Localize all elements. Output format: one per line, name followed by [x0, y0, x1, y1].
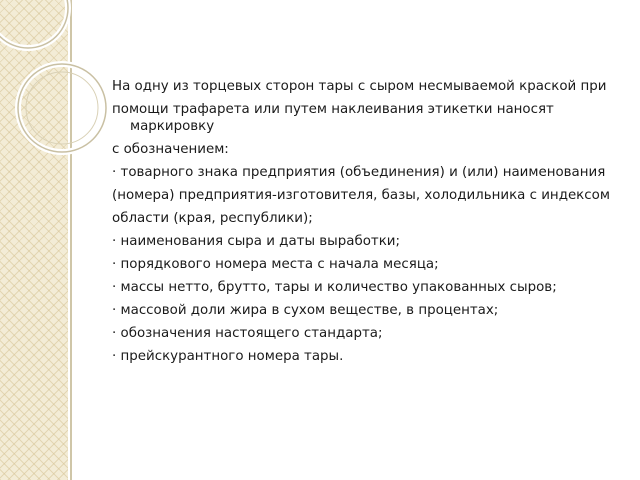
paragraph-10: · массовой доли жира в сухом веществе, в процентах; [112, 303, 499, 318]
paragraph-8: · порядкового номера места с начала месяца; [112, 257, 439, 272]
paragraph-7: · наименования сыра и даты выработки; [112, 234, 401, 249]
paragraph-11: · обозначения настоящего стандарта; [112, 326, 383, 341]
ring-top-white [0, 0, 68, 48]
paragraph-6: области (края, республики); [112, 211, 313, 226]
paragraph-9: · массы нетто, брутто, тары и количество упакованных сыров; [112, 280, 557, 295]
paragraph-12: · прейскурантного номера тары. [112, 349, 344, 364]
paragraph-5: (номера) предприятия-изготовителя, базы, холодильника с индексом [112, 188, 610, 203]
paragraph-1: На одну из торцевых сторон тары с сыром несмываемой краской при [112, 79, 607, 94]
text-body [112, 78, 612, 371]
ring-middle-inner [26, 72, 98, 144]
paragraph-3: с обозначением: [112, 142, 229, 157]
paragraph-4: · товарного знака предприятия (объединения) и (или) наименования [112, 165, 606, 180]
paragraph-2: помощи трафарета или путем наклеивания этикетки наносят маркировку [112, 102, 554, 134]
ring-middle-outline [18, 64, 106, 152]
